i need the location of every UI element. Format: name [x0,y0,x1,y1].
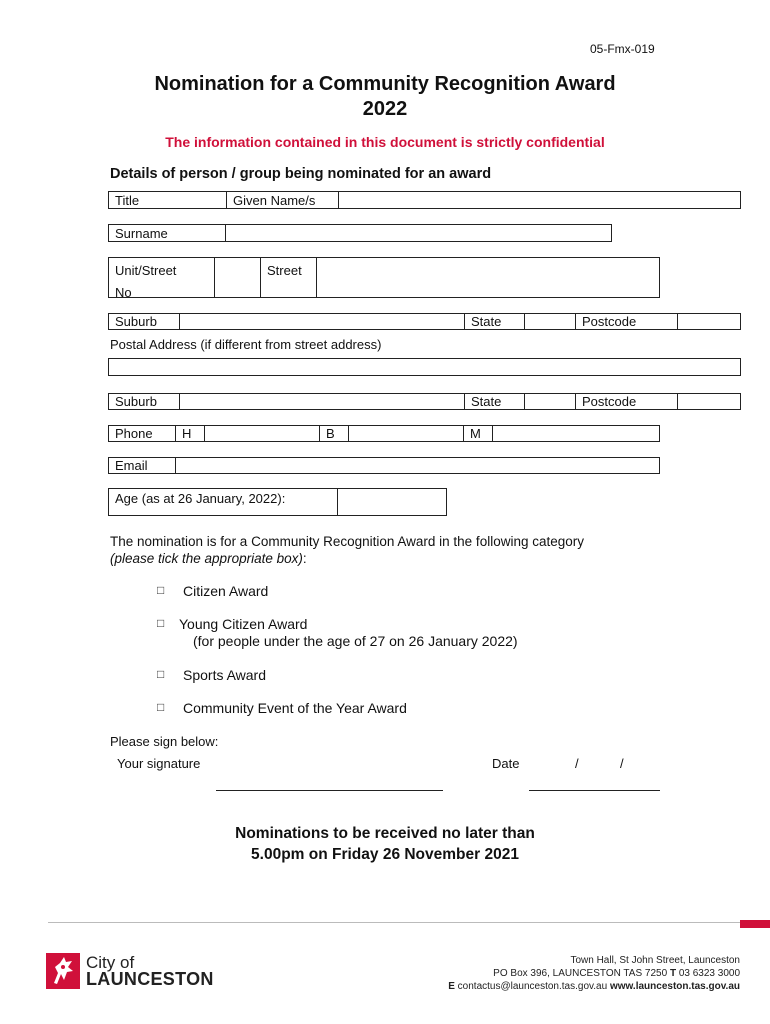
unit-street-label-line2: No [115,285,132,300]
phone-row [108,425,660,442]
checkbox-icon[interactable]: □ [157,667,165,681]
checkbox-icon[interactable]: □ [157,583,165,597]
date-line[interactable] [529,790,660,791]
email-label: Email [109,458,176,473]
deadline-line-1: Nominations to be received no later than [235,825,535,842]
date-separator-1: / [575,756,579,771]
phone-h-label: H [176,426,205,441]
sign-prompt: Please sign below: [110,734,219,749]
checkbox-icon[interactable]: □ [157,700,165,714]
postal-suburb-input[interactable] [180,394,465,409]
surname-input[interactable] [226,225,611,241]
age-input[interactable] [338,489,446,515]
email-input[interactable] [176,458,659,473]
option-citizen-award[interactable] [157,583,268,599]
contact-email[interactable]: contactus@launceston.tas.gov.au [457,981,608,992]
page-title [100,72,670,122]
logo-city-text: City of [86,953,135,972]
option-label: Sports Award [183,667,267,683]
footer-divider [48,922,740,923]
launceston-emblem-icon [46,953,80,989]
state-label: State [465,314,525,329]
suburb-label: Suburb [109,314,180,329]
deadline-line-2: 5.00pm on Friday 26 November 2021 [251,846,519,863]
option-young-citizen-award[interactable] [157,616,307,632]
phone-h-input[interactable] [205,426,320,441]
date-separator-2: / [620,756,624,771]
option-label: Young Citizen Award [179,616,308,632]
postcode-label: Postcode [576,314,678,329]
postal-address-label: Postal Address (if different from street address) [110,337,382,352]
phone-prefix: T [669,968,677,979]
document-code: 05-Fmx-019 [590,42,655,56]
website-link[interactable]: www.launceston.tas.gov.au [609,981,740,992]
title-label: Title [109,192,227,208]
postcode-input[interactable] [678,314,740,329]
category-hint-colon: : [302,551,307,566]
title-line-1: Nomination for a Community Recognition Award [154,73,616,95]
city-logo [46,953,214,989]
title-row [108,191,741,209]
footer-accent-bar [740,920,770,928]
checkbox-icon[interactable]: □ [157,616,165,630]
postal-postcode-input[interactable] [678,394,740,409]
category-hint: (please tick the appropriate box) [110,551,303,566]
postal-address-input[interactable] [108,358,741,376]
suburb-row [108,313,741,330]
phone-label: Phone [109,426,176,441]
postal-postcode-label: Postcode [576,394,678,409]
age-label: Age (as at 26 January, 2022): [109,489,338,515]
given-names-input[interactable] [339,192,740,208]
address-line-2 [448,967,740,980]
given-names-label: Given Name/s [227,192,339,208]
email-prefix: E [448,981,455,992]
street-label: Street [261,258,317,297]
phone-b-label: B [320,426,349,441]
unit-street-label-line1: Unit/Street [115,263,177,278]
surname-label: Surname [109,225,226,241]
unit-no-input[interactable] [215,258,261,297]
phone-number: 03 6323 3000 [678,968,740,979]
postal-state-label: State [465,394,525,409]
address-line-3 [448,980,740,993]
email-row [108,457,660,474]
phone-m-input[interactable] [493,426,659,441]
unit-street-no-label [109,258,215,300]
postal-state-input[interactable] [525,394,576,409]
postal-suburb-label: Suburb [109,394,180,409]
date-label: Date [492,756,520,771]
address-row [108,257,660,298]
option-label: Community Event of the Year Award [183,700,407,716]
logo-name-text: LAUNCESTON [86,969,214,989]
address-line-1: Town Hall, St John Street, Launceston [570,955,740,966]
phone-b-input[interactable] [349,426,464,441]
category-intro [110,533,584,567]
suburb-input[interactable] [180,314,465,329]
deadline-notice [100,823,670,865]
phone-m-label: M [464,426,493,441]
section-heading: Details of person / group being nominated for an award [110,166,492,182]
option-sports-award[interactable] [157,667,266,683]
signature-line[interactable] [216,790,443,791]
signature-label: Your signature [117,756,201,771]
category-intro-text: The nomination is for a Community Recognition Award in the following category [110,534,584,549]
surname-row [108,224,612,242]
category-hint-line [110,550,584,567]
option-label: Citizen Award [183,583,269,599]
postal-suburb-row [108,393,741,410]
po-box: PO Box 396, LAUNCESTON TAS 7250 [493,968,668,979]
state-input[interactable] [525,314,576,329]
option-community-event-award[interactable] [157,700,407,716]
age-row [108,488,447,516]
option-young-citizen-note: (for people under the age of 27 on 26 January 2022) [193,633,518,649]
street-input[interactable] [317,258,659,297]
title-line-2: 2022 [362,98,408,120]
confidential-notice: The information contained in this document is strictly confidential [165,134,605,150]
footer-address [448,954,740,993]
